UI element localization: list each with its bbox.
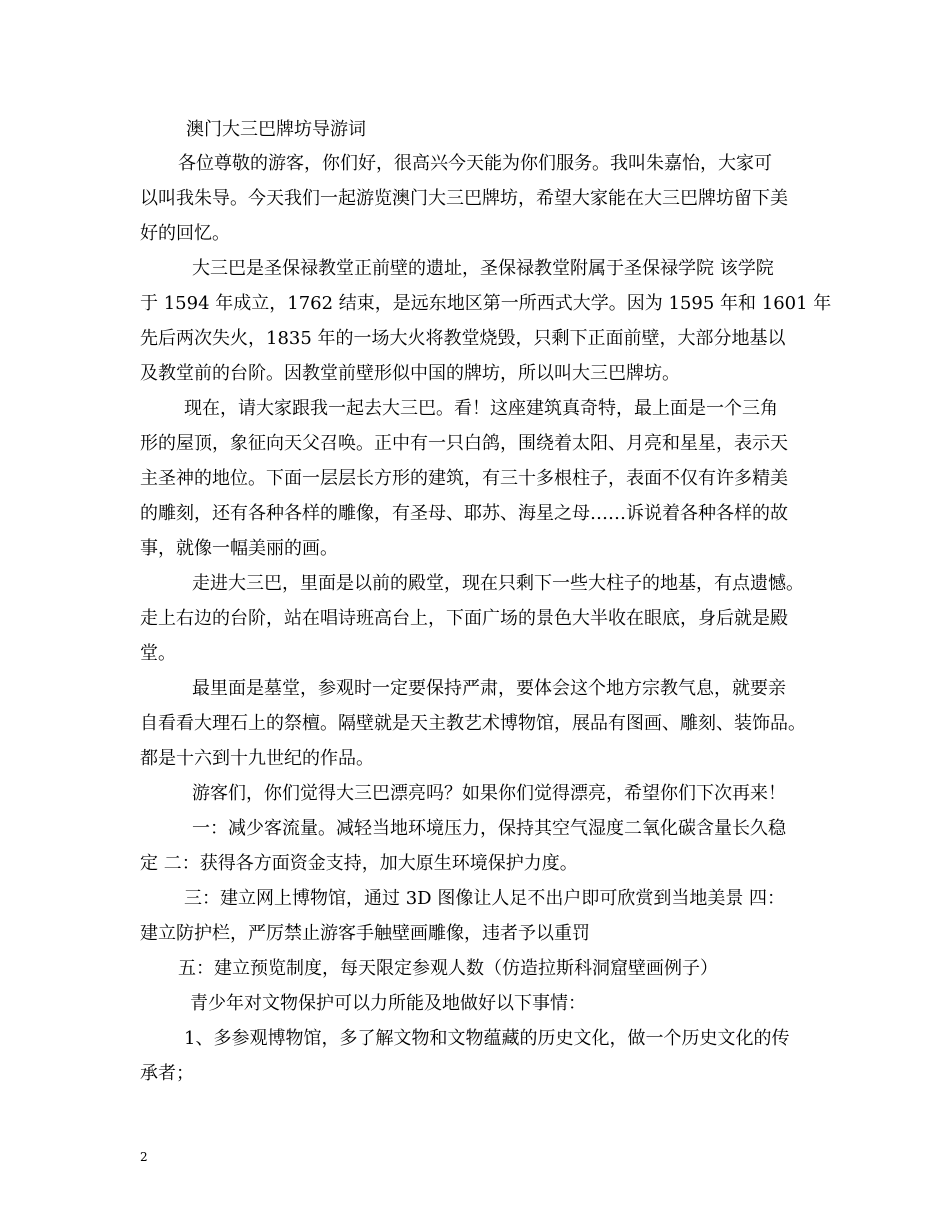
paragraph-line: 定 二：获得各方面资金支持，加大原生环境保护力度。	[140, 853, 578, 874]
paragraph-line: 形的屋顶，象征向天父召唤。正中有一只白鸽，围绕着太阳、月亮和星星，表示天	[140, 433, 788, 454]
paragraph-line: 事，就像一幅美丽的画。	[140, 538, 338, 559]
paragraph-line: 游客们，你们觉得大三巴漂亮吗？如果你们觉得漂亮，希望你们下次再来！	[192, 783, 786, 804]
paragraph-line: 的雕刻，还有各种各样的雕像，有圣母、耶苏、海星之母……诉说着各种各样的故	[140, 503, 788, 524]
paragraph-line: 以叫我朱导。今天我们一起游览澳门大三巴牌坊，希望大家能在大三巴牌坊留下美	[140, 188, 788, 209]
paragraph-line: 走进大三巴，里面是以前的殿堂，现在只剩下一些大柱子的地基，有点遗憾。	[192, 573, 804, 594]
paragraph-line: 自看看大理石上的祭檀。隔壁就是天主教艺术博物馆，展品有图画、雕刻、装饰品。	[140, 713, 806, 734]
paragraph-line: 先后两次失火，1835 年的一场大火将教堂烧毁，只剩下正面前壁，大部分地基以	[140, 328, 786, 349]
paragraph-line: 堂。	[140, 643, 176, 664]
paragraph-line: 三：建立网上博物馆，通过 3D 图像让人足不出户即可欣赏到当地美景 四：	[184, 888, 786, 909]
paragraph-line: 一：减少客流量。减轻当地环境压力，保持其空气湿度二氧化碳含量长久稳	[192, 818, 786, 839]
document-title: 澳门大三巴牌坊导游词	[186, 119, 366, 140]
paragraph-line: 建立防护栏，严厉禁止游客手触壁画雕像，违者予以重罚	[140, 923, 590, 944]
paragraph-line: 1、多参观博物馆，多了解文物和文物蕴藏的历史文化，做一个历史文化的传	[184, 1028, 790, 1049]
paragraph-line: 好的回忆。	[140, 223, 230, 244]
paragraph-line: 各位尊敬的游客，你们好，很高兴今天能为你们服务。我叫朱嘉怡，大家可	[178, 153, 772, 174]
page-number: 2	[140, 1150, 148, 1164]
paragraph-line: 承者；	[140, 1063, 194, 1084]
paragraph-line: 大三巴是圣保禄教堂正前壁的遗址，圣保禄教堂附属于圣保禄学院 该学院	[192, 258, 774, 279]
paragraph-line: 都是十六到十九世纪的作品。	[140, 748, 374, 769]
paragraph-line: 及教堂前的台阶。因教堂前壁形似中国的牌坊，所以叫大三巴牌坊。	[140, 363, 680, 384]
paragraph-line: 于 1594 年成立，1762 结束，是远东地区第一所西式大学。因为 1595 年和 1601 年	[140, 293, 832, 314]
paragraph-line: 最里面是墓堂，参观时一定要保持严肃，要体会这个地方宗教气息，就要亲	[192, 678, 786, 699]
paragraph-line: 走上右边的台阶，站在唱诗班高台上，下面广场的景色大半收在眼底，身后就是殿	[140, 608, 788, 629]
paragraph-line: 五：建立预览制度，每天限定参观人数（仿造拉斯科洞窟壁画例子）	[178, 958, 718, 979]
paragraph-line: 主圣神的地位。下面一层层长方形的建筑，有三十多根柱子，表面不仅有许多精美	[140, 468, 788, 489]
paragraph-line: 青少年对文物保护可以力所能及地做好以下事情：	[190, 993, 586, 1014]
paragraph-line: 现在，请大家跟我一起去大三巴。看！这座建筑真奇特，最上面是一个三角	[184, 398, 778, 419]
